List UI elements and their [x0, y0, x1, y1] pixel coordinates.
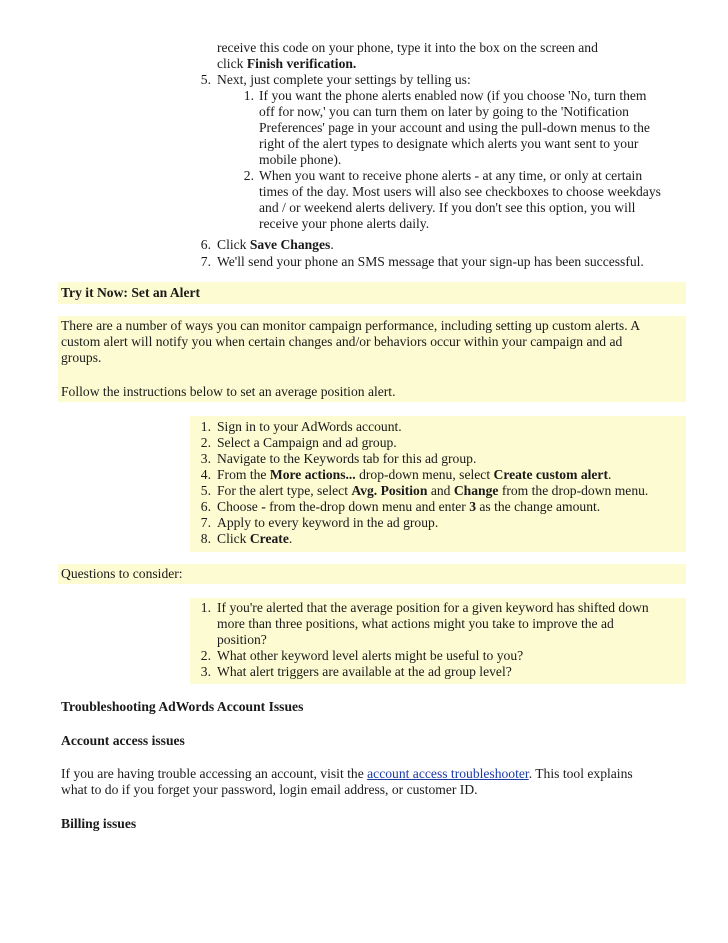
alert-step-post: from the drop-down menu.	[498, 483, 649, 498]
question-1-line: more than three positions, what actions might you take to improve the ad	[217, 616, 614, 631]
substep-1-line: If you want the phone alerts enabled now (if you choose 'No, turn them	[259, 88, 647, 103]
alert-step-text	[217, 467, 611, 483]
alert-step-number: 4.	[200, 467, 211, 482]
substep-2-line: times of the day. Most users will also see checkboxes to choose weekdays	[259, 184, 661, 199]
question-2-number: 2.	[200, 648, 211, 663]
follow-instructions-text: Follow the instructions below to set an average position alert.	[61, 384, 396, 399]
substep-2-line: receive your phone alerts daily.	[259, 216, 430, 231]
alert-step-text	[217, 451, 476, 467]
alert-step-post: as the change amount.	[475, 499, 601, 514]
continuation-line-1: receive this code on your phone, type it into the box on the screen and	[217, 40, 598, 55]
save-changes-label: Save Changes	[249, 237, 331, 252]
alert-step-pre: For the alert type, select	[217, 483, 352, 498]
substep-2-line: When you want to receive phone alerts - at any time, or only at certain	[259, 168, 643, 183]
step-7-text: We'll send your phone an SMS message that your sign-up has been successful.	[217, 254, 644, 269]
billing-issues-heading: Billing issues	[61, 816, 137, 831]
alert-step-pre: Choose	[217, 499, 262, 514]
access-text-end: . This tool explains	[528, 766, 633, 781]
question-3-number: 3.	[200, 664, 211, 679]
alert-step-bold: More actions...	[269, 467, 356, 482]
alert-step-bold: Create	[249, 531, 289, 546]
alert-step-pre: Sign in to your AdWords account.	[217, 419, 402, 434]
substep-1-number: 1.	[243, 88, 254, 103]
alert-step-text	[217, 419, 402, 435]
alert-step-mid: and	[427, 483, 454, 498]
intro-line: There are a number of ways you can monitor campaign performance, including setting up custom alerts. A	[61, 318, 641, 333]
step-6-post: .	[330, 237, 334, 252]
alert-step-number: 6.	[200, 499, 211, 514]
substep-1-line: Preferences' page in your account and using the pull-down menus to the	[259, 120, 650, 135]
alert-step-text	[217, 499, 600, 515]
access-text: If you are having trouble accessing an account, visit the	[61, 766, 368, 781]
step-6-pre: Click	[217, 237, 250, 252]
account-access-heading: Account access issues	[61, 733, 185, 748]
alert-step-bold2: 3	[469, 499, 476, 514]
step-7-number: 7.	[200, 254, 211, 269]
step-6-number: 6.	[200, 237, 211, 252]
alert-step-pre: From the	[217, 467, 270, 482]
alert-step-bold: Avg. Position	[351, 483, 428, 498]
alert-step-text	[217, 531, 292, 547]
intro-line: groups.	[61, 350, 102, 365]
alert-step-mid: drop-down menu, select	[355, 467, 494, 482]
alert-step-number: 8.	[200, 531, 211, 546]
alert-step-bold: -	[261, 499, 266, 514]
alert-step-pre: Navigate to the Keywords tab for this ad group.	[217, 451, 477, 466]
alert-step-text	[217, 435, 397, 451]
substep-1-line: mobile phone).	[259, 152, 342, 167]
troubleshooting-heading: Troubleshooting AdWords Account Issues	[61, 699, 304, 714]
substep-2-number: 2.	[243, 168, 254, 183]
alert-step-pre: Click	[217, 531, 250, 546]
intro-line: custom alert will notify you when certain changes and/or behaviors occur within your campaign and ad	[61, 334, 623, 349]
alert-step-pre: Select a Campaign and ad group.	[217, 435, 397, 450]
finish-verification-label: Finish verification.	[246, 56, 357, 71]
question-1-number: 1.	[200, 600, 211, 615]
substep-2-line: and / or weekend alerts delivery. If you don't see this option, you will	[259, 200, 636, 215]
substep-1-line: right of the alert types to designate which alerts you want sent to your	[259, 136, 639, 151]
alert-step-text	[217, 483, 648, 499]
access-paragraph-line-1	[61, 766, 633, 782]
question-1-line: If you're alerted that the average position for a given keyword has shifted down	[217, 600, 649, 615]
account-access-troubleshooter-link[interactable]: account access troubleshooter	[367, 766, 529, 781]
access-paragraph-line-2: what to do if you forget your password, login email address, or customer ID.	[61, 782, 478, 797]
alert-step-number: 3.	[200, 451, 211, 466]
continuation-text: click	[217, 56, 247, 71]
alert-step-number: 2.	[200, 435, 211, 450]
alert-step-post: .	[608, 467, 612, 482]
question-2-text: What other keyword level alerts might be useful to you?	[217, 648, 524, 663]
alert-step-mid: from the-drop down menu and enter	[265, 499, 470, 514]
try-it-now-heading: Try it Now: Set an Alert	[61, 285, 201, 300]
step-6-text	[217, 237, 334, 253]
substep-1-line: off for now,' you can turn them on later by going to the 'Notification	[259, 104, 629, 119]
step-5-number: 5.	[200, 72, 211, 87]
alert-step-number: 5.	[200, 483, 211, 498]
alert-step-bold2: Create custom alert	[493, 467, 608, 482]
alert-step-pre: Apply to every keyword in the ad group.	[217, 515, 439, 530]
continuation-line-2	[217, 56, 356, 72]
step-5-text: Next, just complete your settings by telling us:	[217, 72, 471, 87]
alert-step-text	[217, 515, 438, 531]
alert-step-number: 1.	[200, 419, 211, 434]
alert-step-bold2: Change	[453, 483, 499, 498]
alert-step-number: 7.	[200, 515, 211, 530]
question-3-text: What alert triggers are available at the ad group level?	[217, 664, 512, 679]
alert-step-post: .	[288, 531, 293, 546]
question-1-line: position?	[217, 632, 267, 647]
questions-label: Questions to consider:	[61, 566, 183, 581]
